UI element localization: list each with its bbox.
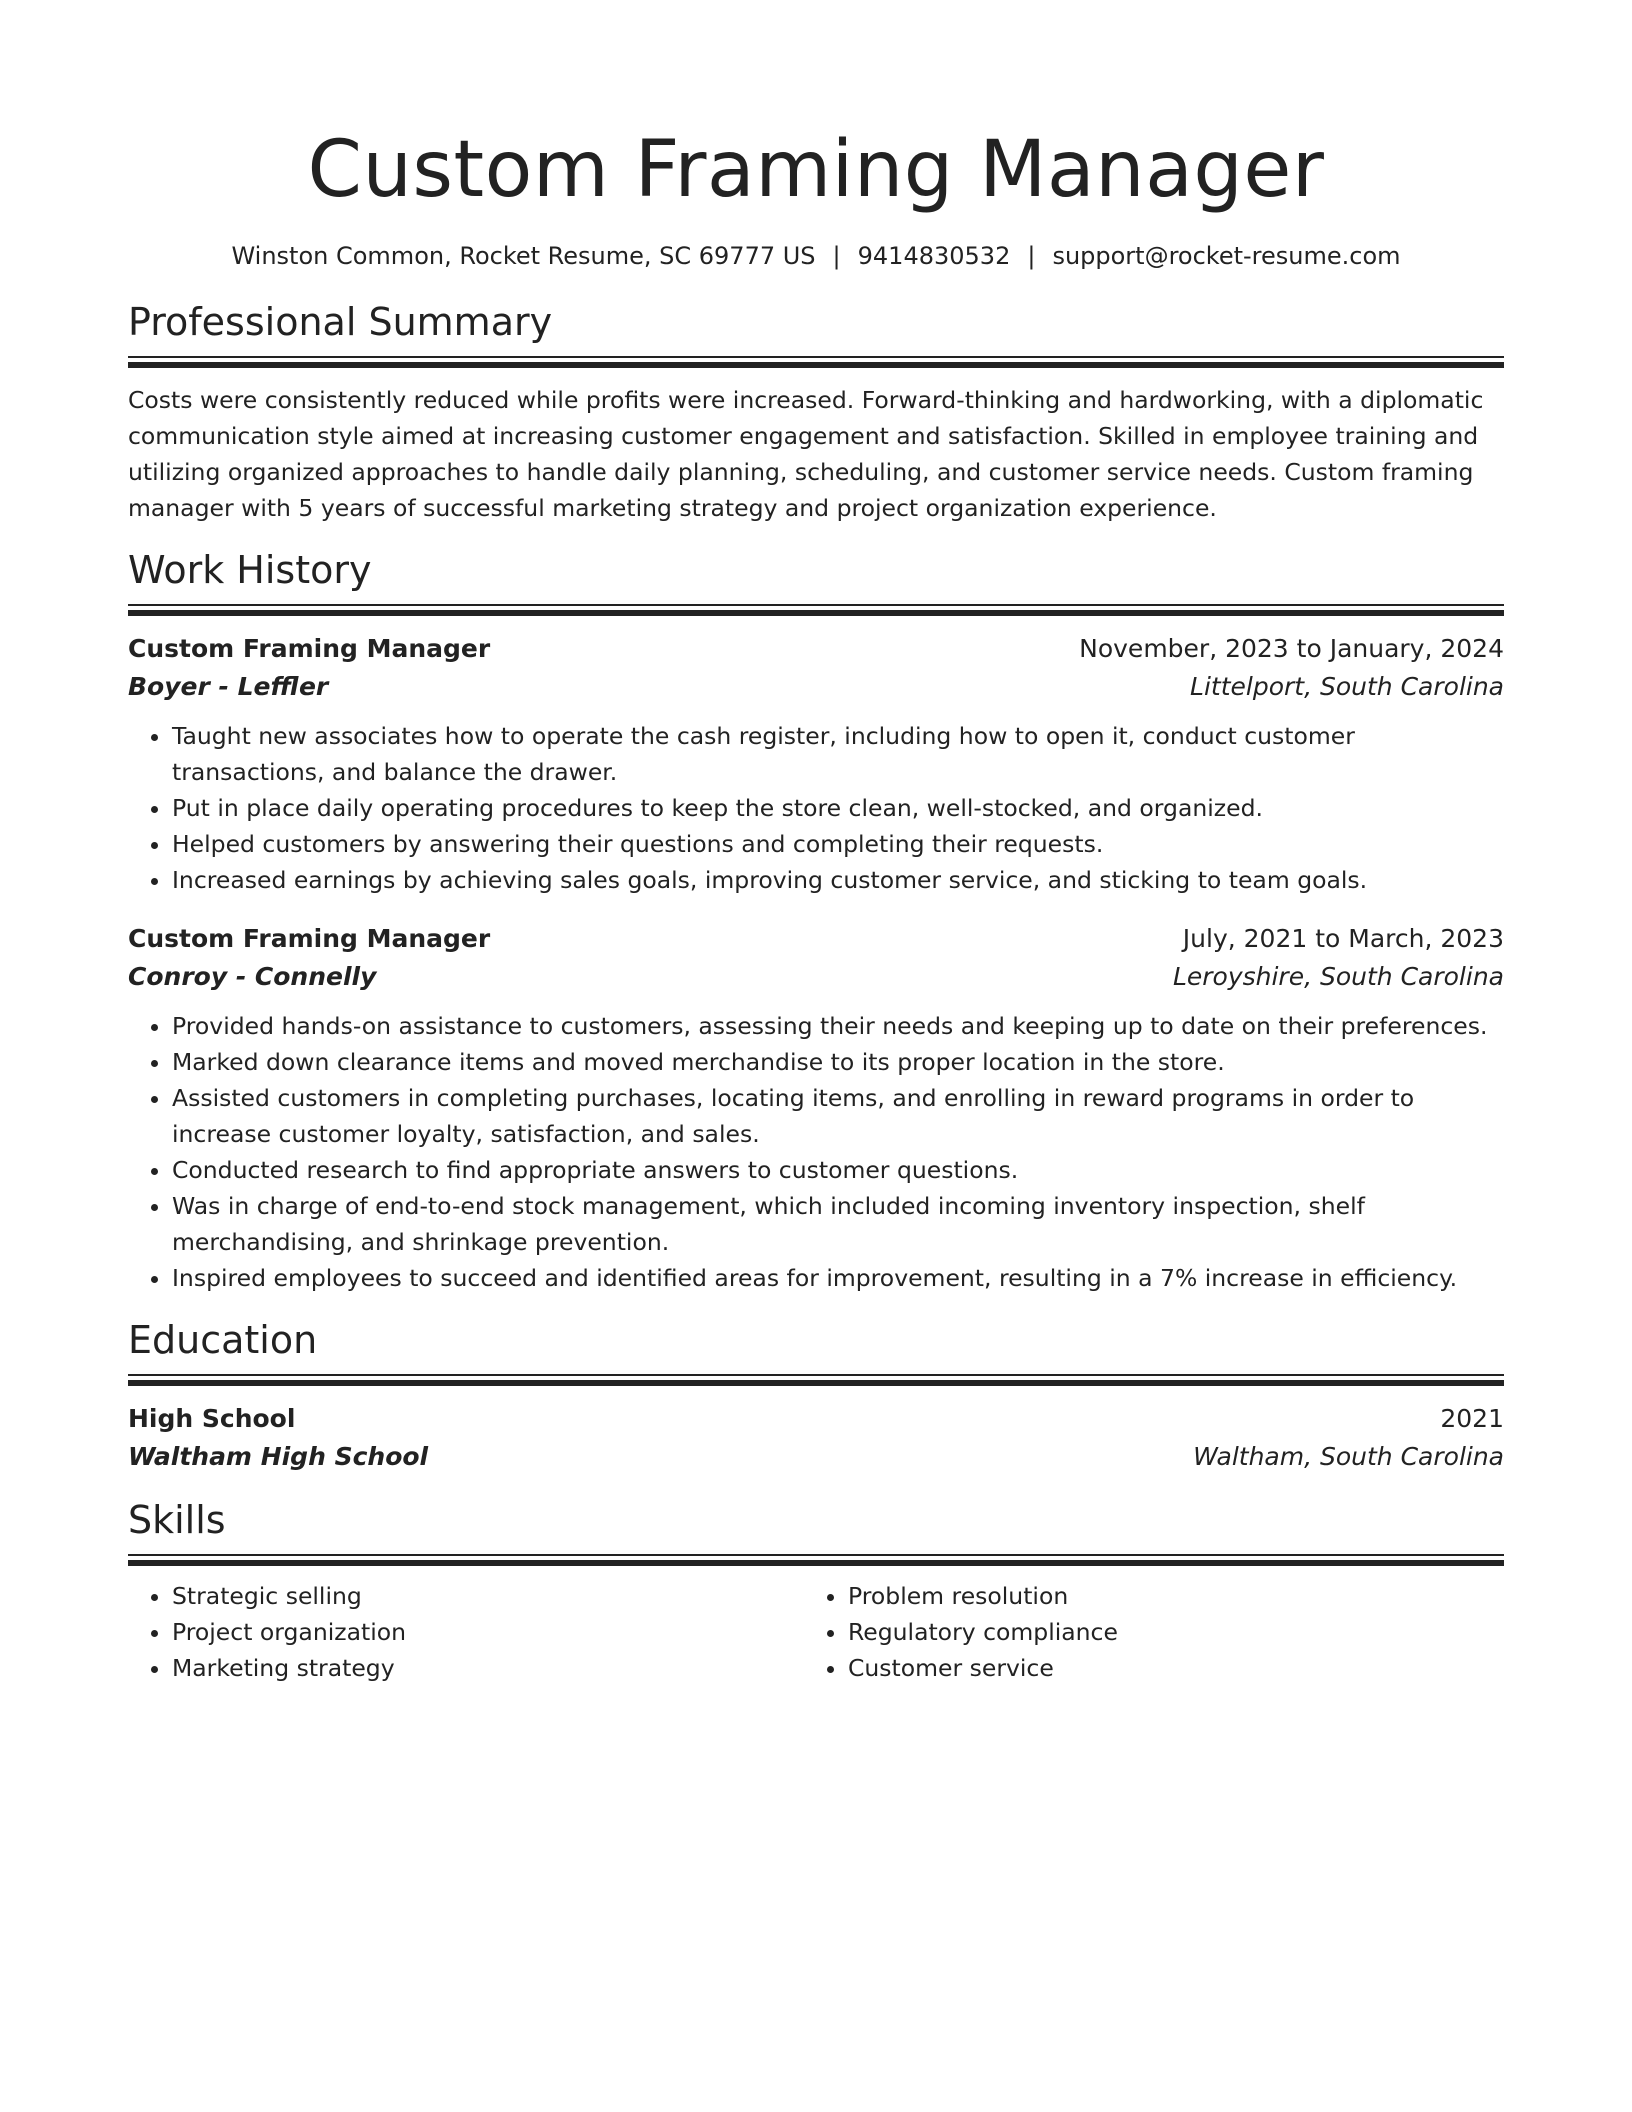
list-item: • Assisted customers in completing purchases, locating items, and enrolling in reward programs in order to increase customer loyalty, satisfaction, and sales.: [172, 1080, 1504, 1152]
job-entry: [128, 920, 1504, 1296]
job-bullets: [128, 1008, 1504, 1296]
education-location: Waltham, South Carolina: [1193, 1442, 1504, 1471]
contact-line: [128, 240, 1504, 272]
list-item: • Conducted research to find appropriate answers to customer questions.: [172, 1152, 1504, 1188]
list-item: • Taught new associates how to operate the cash register, including how to open it, conduct customer transactions, and balance the drawer.: [172, 718, 1504, 790]
list-item: • Put in place daily operating procedures to keep the store clean, well-stocked, and organized.: [172, 790, 1504, 826]
section-divider: [128, 1374, 1504, 1386]
resume-name: Custom Framing Manager: [307, 125, 1325, 215]
job-dates: November, 2023 to January, 2024: [1079, 634, 1504, 663]
skill-item: • Project organization: [172, 1614, 804, 1650]
summary-section: [128, 298, 1504, 526]
job-location: Leroyshire, South Carolina: [1172, 962, 1504, 991]
education-year: 2021: [1440, 1404, 1504, 1433]
skills-column-right: [804, 1578, 1480, 1686]
skills-column-left: [128, 1578, 804, 1686]
section-divider: [128, 1554, 1504, 1566]
contact-address: Winston Common, Rocket Resume, SC 69777 US: [231, 242, 816, 270]
list-item: • Inspired employees to succeed and identified areas for improvement, resulting in a 7% increase in efficiency.: [172, 1260, 1504, 1296]
skill-item: • Regulatory compliance: [848, 1614, 1480, 1650]
work-history-heading: Work History: [128, 548, 372, 592]
job-company: Conroy - Connelly: [128, 962, 377, 991]
contact-phone: 9414830532: [857, 242, 1011, 270]
skills-section: [128, 1496, 1504, 1686]
work-history-section: [128, 546, 1504, 1296]
education-section: [128, 1316, 1504, 1476]
summary-text: Costs were consistently reduced while profits were increased. Forward-thinking and hardworking, with a diplomatic communication style aimed at increasing customer engagement and satisfaction. Skilled in employee training and utilizing organized approaches to handle daily planning, scheduling, and customer service needs. Custom framing manager with 5 years of successful marketing strategy and project organization experience.: [128, 386, 1484, 522]
education-entry: [128, 1400, 1504, 1476]
contact-email: support@rocket-resume.com: [1052, 242, 1401, 270]
list-item: • Was in charge of end-to-end stock management, which included incoming inventory inspection, shelf merchandising, and shrinkage prevention.: [172, 1188, 1504, 1260]
skill-item: • Problem resolution: [848, 1578, 1480, 1614]
education-heading: Education: [128, 1318, 318, 1362]
job-title: Custom Framing Manager: [128, 924, 491, 953]
job-location: Littelport, South Carolina: [1190, 672, 1504, 701]
list-item: • Increased earnings by achieving sales goals, improving customer service, and sticking to team goals.: [172, 862, 1504, 898]
job-entry: [128, 630, 1504, 898]
contact-separator: |: [832, 242, 841, 270]
section-divider: [128, 356, 1504, 368]
section-divider: [128, 604, 1504, 616]
skill-item: • Customer service: [848, 1650, 1480, 1686]
contact-separator: |: [1027, 242, 1036, 270]
job-dates: July, 2021 to March, 2023: [1182, 924, 1504, 953]
education-degree: High School: [128, 1404, 296, 1433]
job-bullets: [128, 718, 1504, 898]
education-school: Waltham High School: [128, 1442, 429, 1471]
job-company: Boyer - Leffler: [128, 672, 329, 701]
skills-heading: Skills: [128, 1498, 226, 1542]
skill-item: • Marketing strategy: [172, 1650, 804, 1686]
list-item: • Provided hands-on assistance to customers, assessing their needs and keeping up to date on their preferences.: [172, 1008, 1504, 1044]
skills-list: [128, 1578, 1504, 1686]
list-item: • Helped customers by answering their questions and completing their requests.: [172, 826, 1504, 862]
skill-item: • Strategic selling: [172, 1578, 804, 1614]
resume-page: [128, 0, 1504, 1686]
summary-heading: Professional Summary: [128, 300, 553, 344]
job-title: Custom Framing Manager: [128, 634, 491, 663]
list-item: • Marked down clearance items and moved merchandise to its proper location in the store.: [172, 1044, 1504, 1080]
